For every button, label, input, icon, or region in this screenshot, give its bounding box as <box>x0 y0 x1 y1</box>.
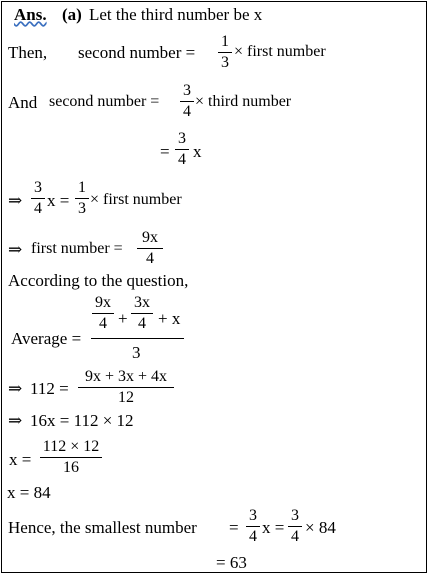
intro-text: Let the third number be x <box>89 5 263 24</box>
line9-lhs: x = <box>9 450 32 469</box>
and-label: And <box>8 93 38 112</box>
ans-label: Ans. <box>14 5 47 24</box>
average-plus1: + <box>118 309 128 328</box>
line4-fraction-left: 3 4 <box>31 180 45 217</box>
according-text: According to the question, <box>8 271 189 290</box>
hence-eq1: = <box>229 518 239 537</box>
line2-rhs: × third number <box>195 93 292 110</box>
option-label: (a) <box>62 5 82 24</box>
line7-lhs: 112 = <box>30 379 69 398</box>
line10-text: x = 84 <box>7 483 51 502</box>
hence-rhs: × 84 <box>305 518 336 537</box>
line1-rhs: × first number <box>234 43 326 60</box>
average-lhs: Average = <box>11 329 82 348</box>
line4-fraction-right: 1 3 <box>75 180 89 217</box>
line9-fraction: 112 × 12 16 <box>40 439 102 476</box>
line4-implies: ⇒ <box>8 191 23 210</box>
line7-implies: ⇒ <box>8 379 23 398</box>
hence-fraction1: 3 4 <box>246 508 260 545</box>
line2-fraction: 3 4 <box>180 83 194 120</box>
line1-lhs: second number = <box>78 43 196 62</box>
average-plus2: + x <box>158 309 181 328</box>
then-label: Then, <box>8 43 48 62</box>
final-result: = 63 <box>216 553 247 572</box>
line5-lhs: first number = <box>31 240 123 257</box>
line8-implies: ⇒ <box>8 411 23 430</box>
line3-fraction: 3 4 <box>175 131 189 168</box>
hence-mid: x = <box>262 518 285 537</box>
line7-fraction: 9x + 3x + 4x 12 <box>78 369 174 406</box>
average-den: 3 <box>132 343 141 362</box>
average-term2: 3x 4 <box>131 295 153 332</box>
line3-eq: = <box>160 142 170 161</box>
line8-text: 16x = 112 × 12 <box>30 411 134 430</box>
line3-rhs: x <box>193 142 202 161</box>
line5-fraction: 9x 4 <box>137 230 163 267</box>
hence-fraction2: 3 4 <box>288 508 302 545</box>
hence-text: Hence, the smallest number <box>8 518 197 537</box>
line4-mid: x = <box>47 191 70 210</box>
average-main-bar <box>91 338 184 339</box>
line2-lhs: second number = <box>49 93 160 110</box>
line5-implies: ⇒ <box>8 240 23 259</box>
line4-rhs: × first number <box>90 191 182 208</box>
average-term1: 9x 4 <box>92 295 114 332</box>
line1-fraction: 1 3 <box>218 34 232 71</box>
